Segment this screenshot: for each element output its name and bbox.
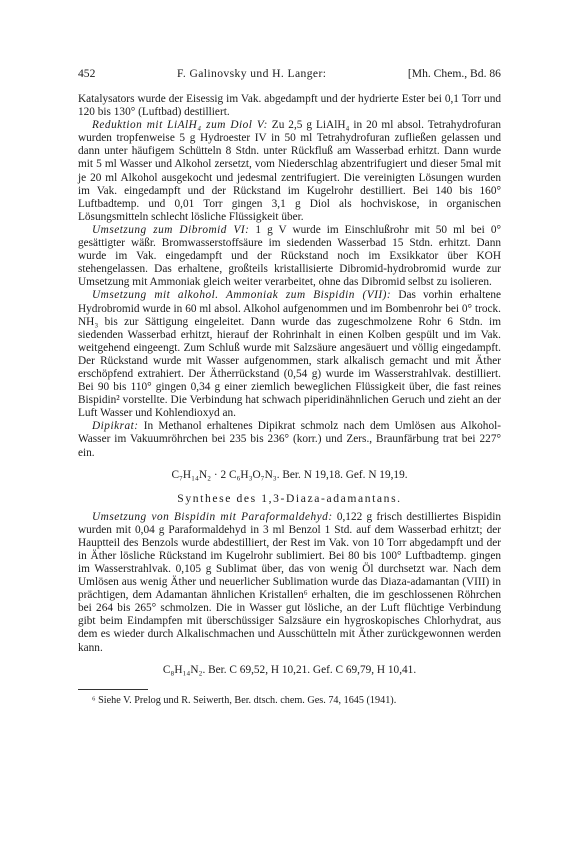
page-header (78, 67, 501, 81)
paragraph-bispidin-body: Das vorhin erhaltene Hydrobromid wurde in 60 ml absol. Alkohol aufgenommen und im Bombenrohr bei 0° trock. NH₃ bis zur Sättigung eingeleitet. Dann wurde das zugeschmolzene Rohr 6 Stdn. im siedenden Wasserbad erhitzt, hierauf der Rohrinhalt in einen Kolben gespült und im Vak. weitgehend eingeengt. Zum Schluß wurde mit Salzsäure angesäuert und völlig eingedampft. Der Rückstand wurde mit Wasser aufgenommen, stark alkalisch gemacht und mit Äther erschöpfend extrahiert. Der Ätherrückstand (0,54 g) wurde im Wasserstrahlvak. destilliert. Bei 90 bis 110° gingen 0,34 g einer ziemlich beweglichen Flüssigkeit über, die fast reines Bispidin² vorstellte. Die Verbindung hat schwach piperidinähnlichen Geruch und zieht an der Luft Wasser und Kohlendioxyd an. (78, 289, 501, 420)
paragraph-dipikrat (78, 420, 501, 459)
paragraph-reduction-title: Reduktion mit LiAlH₄ zum Diol V: (92, 119, 268, 132)
paragraph-dipikrat-title: Dipikrat: (92, 420, 139, 433)
running-title: F. Galinovsky und H. Langer: (176, 67, 327, 80)
paragraph-dibromide-title: Umsetzung zum Dibromid VI: (92, 223, 250, 236)
footnote-divider (78, 689, 148, 690)
paragraph-paraformaldehyd-body: 0,122 g frisch destilliertes Bispidin wurden mit 0,04 g Paraformaldehyd in 3 ml Benzol 1 Std. auf dem Wasserbad erhitzt; der Hauptteil des Benzols wurde abdestilliert, der Rest im Vak. von 10 Torr abgedampft und der in Äther lösliche Rückstand im Kugelrohr sublimiert. Bei 80 bis 100° Luftbadtemp. gingen im Wasserstrahlvak. 0,105 g Sublimat über, das von wenig Öl durchsetzt war. Nach dem Umlösen aus wenig Äther und neuerlicher Sublimation wurde das Diaza-adamantan (VIII) in prächtigen, dem Adamantan ähnlichen Kristallen⁶ erhalten, die im geschlossenen Röhrchen bei 264 bis 265° schmolzen. Die in Wasser gut lösliche, an der Luft flüchtige Verbindung gibt beim Eindampfen mit überschüssiger Salzsäure ein hygroskopisches Chlorhydrat, aus dem es wieder durch Alkalischmachen und Ausschütteln mit Äther zurückgewonnen werden kann. (78, 510, 501, 654)
paragraph-paraformaldehyd-title: Umsetzung von Bispidin mit Paraformaldehyd: (92, 510, 333, 523)
footnote (78, 695, 501, 707)
paragraph-dibromide (78, 224, 501, 289)
paragraph-bispidin (78, 289, 501, 420)
analysis-formula-dipikrat: C₇H₁₄N₂ · 2 C₆H₃O₇N₃. Ber. N 19,18. Gef. N 19,19. (171, 468, 408, 481)
paragraph-dipikrat-body: In Methanol erhaltenes Dipikrat schmolz nach dem Umlösen aus Alkohol-Wasser im Vakuumröhrchen bei 235 bis 236° (korr.) und Zers., Braunfärbung trat bei 227° ein. (78, 420, 501, 459)
paragraph-paraformaldehyd (78, 511, 501, 655)
paragraph-dibromide-body: 1 g V wurde im Einschlußrohr mit 50 ml bei 0° gesättigter wäßr. Bromwasserstoffsäure im siedenden Wasserbad 15 Stdn. erhitzt. Dann wurde im Vak. eingedampft und der Rückstand noch im Exsikkator über KOH stehengelassen. Das erhaltene, großteils kristallisierte Dibromid-hydrobromid wurde zur Umsetzung mit Ammoniak gleich weiter verarbeitet, ohne das Dibromid selbst zu isolieren. (78, 223, 501, 289)
paragraph-bispidin-title: Umsetzung mit alkohol. Ammoniak zum Bispidin (VII): (92, 289, 392, 302)
page-number: 452 (78, 67, 96, 80)
footnote-marker: ⁶ (92, 694, 96, 706)
footnote-text: Siehe V. Prelog und R. Seiwerth, Ber. dtsch. chem. Ges. 74, 1645 (1941). (95, 694, 397, 706)
journal-reference: [Mh. Chem., Bd. 86 (407, 67, 501, 80)
section-heading: Synthese des 1,3-Diaza-adamantans. (177, 491, 402, 505)
paragraph-continuation: Katalysators wurde der Eisessig im Vak. abgedampft und der hydrierte Ester bei 0,1 Torr und 120 bis 130° (Luftbad) destilliert. (78, 93, 501, 119)
paragraph-reduction (78, 119, 501, 224)
analysis-formula-diaza-adamantan: C₈H₁₄N₂. Ber. C 69,52, H 10,21. Gef. C 69,79, H 10,41. (162, 663, 417, 676)
paragraph-reduction-body: Zu 2,5 g LiAlH₄ in 20 ml absol. Tetrahydrofuran wurden tropfenweise 5 g Hydroester IV in 50 ml Tetrahydrofuran zufließen gelassen und dann unter häufigem Schütteln 8 Stdn. unter Rückfluß am Wasserbad erhitzt. Dann wurde mit 5 ml Wasser und Alkohol zersetzt, vom Niederschlag abzentrifugiert und dieser 5mal mit je 20 ml Alkohol ausgekocht und jedesmal zentrifugiert. Die vereinigten Lösungen wurden im Vak. eingedampft und der Rückstand im Kugelrohr destilliert. Bei 140 bis 160° Luftbadtemp. und 0,01 Torr gingen 3,1 g Diol als hochviskose, in organischen Lösungsmitteln schlecht lösliche Flüssigkeit über. (78, 119, 501, 223)
